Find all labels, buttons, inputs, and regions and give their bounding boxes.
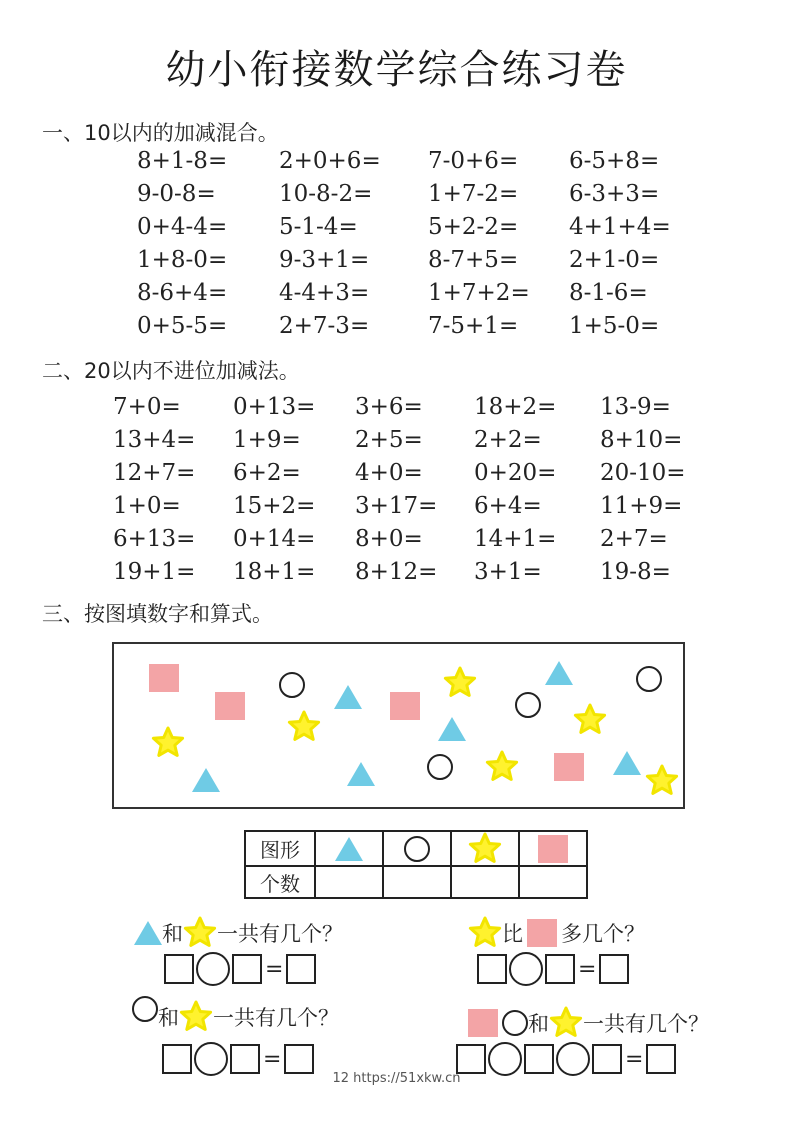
equal-sign: = <box>265 956 284 982</box>
star-shape <box>443 666 477 699</box>
section3-heading: 三、按图填数字和算式。 <box>42 602 273 626</box>
arithmetic-problem: 14+1= <box>474 526 557 552</box>
arithmetic-problem: 18+2= <box>474 394 557 420</box>
section1-heading: 一、10以内的加减混合。 <box>42 121 279 145</box>
arithmetic-problem: 11+9= <box>600 493 683 519</box>
arithmetic-problem: 1+9= <box>233 427 301 453</box>
star-icon <box>549 1006 583 1039</box>
arithmetic-problem: 8+12= <box>355 559 438 585</box>
star-icon <box>179 1000 213 1033</box>
answer-box[interactable] <box>477 954 507 984</box>
star-count-cell[interactable] <box>451 866 519 898</box>
arithmetic-problem: 1+7-2= <box>428 181 519 207</box>
square-shape <box>390 692 420 720</box>
square-header-cell <box>519 831 587 866</box>
question-2 <box>468 916 645 949</box>
arithmetic-problem: 0+20= <box>474 460 557 486</box>
arithmetic-problem: 5+2-2= <box>428 214 519 240</box>
arithmetic-problem: 9-3+1= <box>279 247 370 273</box>
triangle-shape <box>334 685 362 709</box>
triangle-shape <box>347 762 375 786</box>
circle-header-cell <box>383 831 451 866</box>
equal-sign: = <box>578 956 597 982</box>
triangle-icon <box>134 921 162 945</box>
circle-shape <box>515 692 541 718</box>
arithmetic-problem: 3+6= <box>355 394 423 420</box>
arithmetic-problem: 6+2= <box>233 460 301 486</box>
circle-shape <box>279 672 305 698</box>
arithmetic-problem: 8-6+4= <box>137 280 228 306</box>
operator-circle[interactable] <box>509 952 543 986</box>
triangle-shape <box>545 661 573 685</box>
question-3-text-a: 和 <box>158 1005 179 1030</box>
triangle-shape <box>192 768 220 792</box>
arithmetic-problem: 2+1-0= <box>569 247 660 273</box>
arithmetic-problem: 6-5+8= <box>569 148 660 174</box>
circle-shape <box>636 666 662 692</box>
arithmetic-problem: 10-8-2= <box>279 181 373 207</box>
arithmetic-problem: 5-1-4= <box>279 214 358 240</box>
arithmetic-problem: 13+4= <box>113 427 196 453</box>
arithmetic-problem: 2+7= <box>600 526 668 552</box>
arithmetic-problem: 8+1-8= <box>137 148 228 174</box>
circle-icon <box>502 1010 528 1036</box>
arithmetic-problem: 3+17= <box>355 493 438 519</box>
answer-box[interactable] <box>456 1044 486 1074</box>
equal-sign: = <box>625 1046 644 1072</box>
square-icon <box>468 1009 498 1037</box>
circle-icon <box>404 836 430 862</box>
arithmetic-problem: 1+8-0= <box>137 247 228 273</box>
answer-box[interactable] <box>232 954 262 984</box>
arithmetic-problem: 8-7+5= <box>428 247 519 273</box>
answer-equation-2 <box>477 952 629 986</box>
star-icon <box>183 916 217 949</box>
arithmetic-problem: 2+2= <box>474 427 542 453</box>
question-1-text-a: 和 <box>162 921 183 946</box>
arithmetic-problem: 9-0-8= <box>137 181 216 207</box>
arithmetic-problem: 6+13= <box>113 526 196 552</box>
triangle-shape <box>438 717 466 741</box>
arithmetic-problem: 0+13= <box>233 394 316 420</box>
question-4-text-b: 一共有几个？ <box>583 1011 709 1036</box>
result-box[interactable] <box>284 1044 314 1074</box>
star-icon <box>468 916 502 949</box>
triangle-count-cell[interactable] <box>315 866 383 898</box>
arithmetic-problem: 1+7+2= <box>428 280 530 306</box>
star-shape <box>485 750 519 783</box>
arithmetic-problem: 4+0= <box>355 460 423 486</box>
arithmetic-problem: 6-3+3= <box>569 181 660 207</box>
star-shape <box>645 764 679 797</box>
arithmetic-problem: 4+1+4= <box>569 214 671 240</box>
count-table <box>244 830 588 899</box>
answer-box[interactable] <box>164 954 194 984</box>
arithmetic-problem: 2+0+6= <box>279 148 381 174</box>
square-shape <box>554 753 584 781</box>
result-box[interactable] <box>599 954 629 984</box>
star-header-cell <box>451 831 519 866</box>
question-2-text-b: 多几个？ <box>561 921 645 946</box>
arithmetic-problem: 6+4= <box>474 493 542 519</box>
star-shape <box>287 710 321 743</box>
circle-count-cell[interactable] <box>383 866 451 898</box>
count-row-label: 个数 <box>245 866 315 898</box>
star-shape <box>151 726 185 759</box>
arithmetic-problem: 8-1-6= <box>569 280 648 306</box>
arithmetic-problem: 0+4-4= <box>137 214 228 240</box>
circle-icon <box>132 996 158 1022</box>
square-count-cell[interactable] <box>519 866 587 898</box>
answer-box[interactable] <box>162 1044 192 1074</box>
arithmetic-problem: 0+5-5= <box>137 313 228 339</box>
square-icon <box>538 835 568 863</box>
square-icon <box>527 919 557 947</box>
arithmetic-problem: 7-0+6= <box>428 148 519 174</box>
question-4 <box>468 1006 709 1039</box>
triangle-header-cell <box>315 831 383 866</box>
shape-row-label: 图形 <box>245 831 315 866</box>
operator-circle[interactable] <box>196 952 230 986</box>
question-3-text-b: 一共有几个？ <box>213 1005 339 1030</box>
page-title: 幼小衔接数学综合练习卷 <box>165 47 628 93</box>
arithmetic-problem: 8+0= <box>355 526 423 552</box>
question-4-text-a: 和 <box>528 1011 549 1036</box>
arithmetic-problem: 7-5+1= <box>428 313 519 339</box>
answer-equation-1 <box>164 952 316 986</box>
square-shape <box>215 692 245 720</box>
shape-picture <box>112 642 685 809</box>
triangle-icon <box>335 837 363 861</box>
answer-box[interactable] <box>524 1044 554 1074</box>
question-2-text-a: 比 <box>502 921 523 946</box>
arithmetic-problem: 15+2= <box>233 493 316 519</box>
answer-box[interactable] <box>545 954 575 984</box>
arithmetic-problem: 13-9= <box>600 394 671 420</box>
arithmetic-problem: 18+1= <box>233 559 316 585</box>
arithmetic-problem: 3+1= <box>474 559 542 585</box>
question-1-text-b: 一共有几个？ <box>217 921 343 946</box>
circle-shape <box>427 754 453 780</box>
arithmetic-problem: 8+10= <box>600 427 683 453</box>
square-shape <box>149 664 179 692</box>
answer-box[interactable] <box>230 1044 260 1074</box>
result-box[interactable] <box>286 954 316 984</box>
arithmetic-problem: 0+14= <box>233 526 316 552</box>
question-3 <box>132 1000 339 1033</box>
star-shape <box>573 703 607 736</box>
result-box[interactable] <box>646 1044 676 1074</box>
arithmetic-problem: 7+0= <box>113 394 181 420</box>
arithmetic-problem: 4-4+3= <box>279 280 370 306</box>
arithmetic-problem: 2+5= <box>355 427 423 453</box>
arithmetic-problem: 2+7-3= <box>279 313 370 339</box>
arithmetic-problem: 20-10= <box>600 460 686 486</box>
question-1 <box>134 916 343 949</box>
equal-sign: = <box>263 1046 282 1072</box>
arithmetic-problem: 1+5-0= <box>569 313 660 339</box>
arithmetic-problem: 12+7= <box>113 460 196 486</box>
footer-watermark: 12 https://51xkw.cn <box>332 1071 461 1086</box>
star-icon <box>468 832 502 865</box>
arithmetic-problem: 1+0= <box>113 493 181 519</box>
triangle-shape <box>613 751 641 775</box>
answer-box[interactable] <box>592 1044 622 1074</box>
arithmetic-problem: 19+1= <box>113 559 196 585</box>
arithmetic-problem: 19-8= <box>600 559 671 585</box>
section2-heading: 二、20以内不进位加减法。 <box>42 359 300 383</box>
